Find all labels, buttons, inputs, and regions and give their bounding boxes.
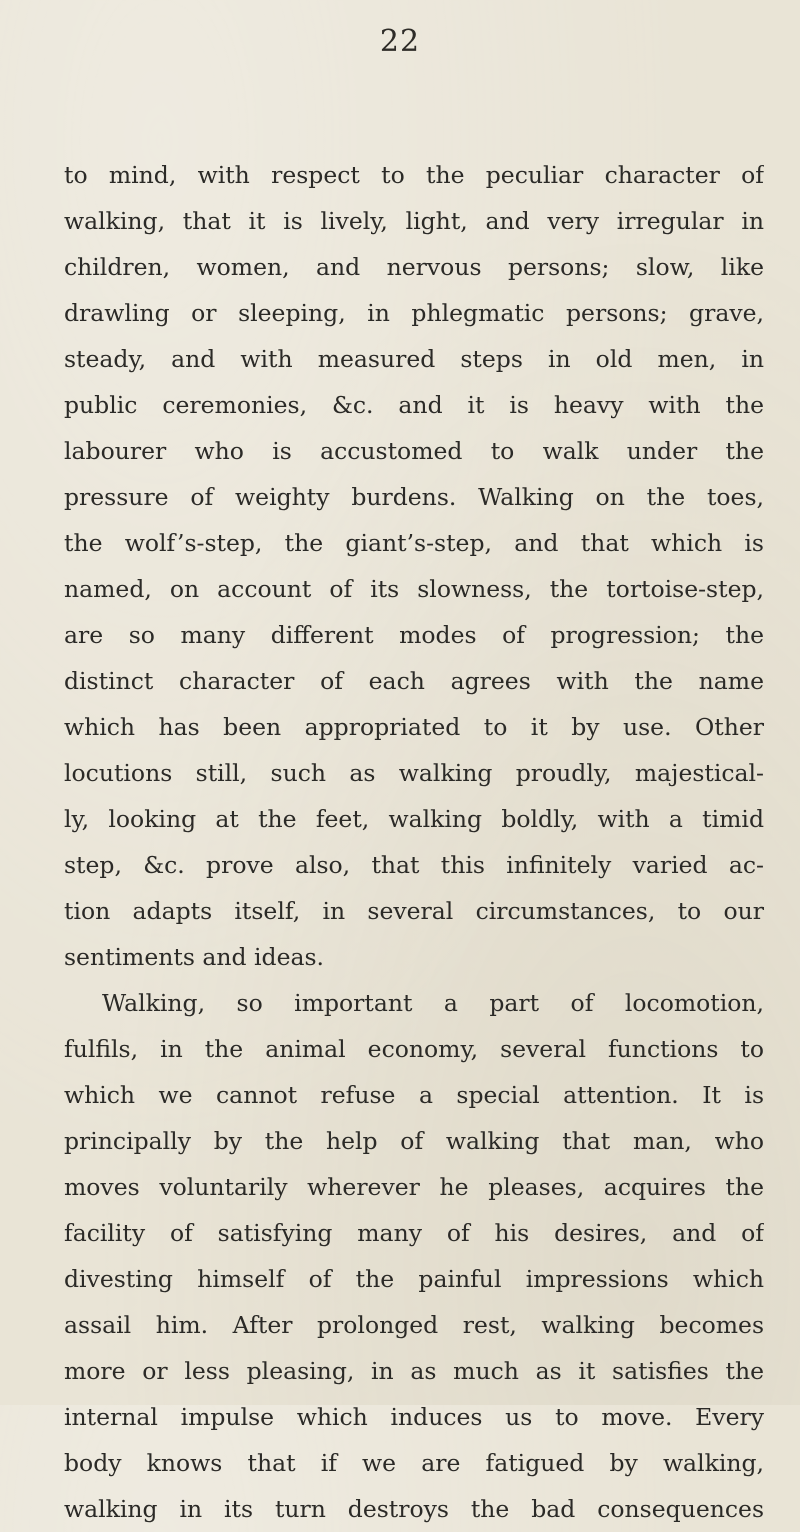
body-text [64,152,764,1532]
text-line-29: body knows that if we are fatigued by walking, [64,1449,764,1477]
text-line-10: named, on account of its slowness, the tortoise-step, [64,575,764,603]
text-line-24: facility of satisfying many of his desires, and of [64,1219,764,1247]
text-line-23: moves voluntarily wherever he pleases, acquires the [64,1173,764,1201]
text-line-11: are so many different modes of progression; the [64,621,764,649]
text-line-27: more or less pleasing, in as much as it satisfies the [64,1357,764,1385]
text-line-21: which we cannot refuse a special attention. It is [64,1081,764,1109]
page-number: 22 [379,24,421,59]
text-line-19: Walking, so important a part of locomotion, [102,989,764,1017]
text-line-6: public ceremonies, &c. and it is heavy with the [64,391,764,419]
text-line-18: sentiments and ideas. [64,943,325,971]
text-line-12: distinct character of each agrees with the name [64,667,764,695]
text-line-4: drawling or sleeping, in phlegmatic persons; grave, [64,299,764,327]
text-line-20: fulfils, in the animal economy, several functions to [64,1035,764,1063]
text-line-13: which has been appropriated to it by use. Other [64,713,764,741]
text-line-26: assail him. After prolonged rest, walking becomes [64,1311,764,1339]
text-line-8: pressure of weighty burdens. Walking on the toes, [64,483,764,511]
text-line-5: steady, and with measured steps in old men, in [64,345,764,373]
text-line-30: walking in its turn destroys the bad consequences [64,1495,764,1523]
text-line-22: principally by the help of walking that man, who [64,1127,764,1155]
text-line-9: the wolf’s-step, the giant’s-step, and that which is [64,529,764,557]
text-line-17: tion adapts itself, in several circumstances, to our [64,897,764,925]
text-line-15: ly, looking at the feet, walking boldly, with a timid [64,805,764,833]
text-line-3: children, women, and nervous persons; slow, like [64,253,764,281]
text-line-28: internal impulse which induces us to move. Every [64,1403,764,1431]
text-line-14: locutions still, such as walking proudly, majestical- [64,759,764,787]
text-line-1: to mind, with respect to the peculiar character of [64,161,764,189]
text-line-25: divesting himself of the painful impressions which [64,1265,764,1293]
text-line-2: walking, that it is lively, light, and very irregular in [64,207,764,235]
text-line-16: step, &c. prove also, that this infinitely varied ac- [64,851,764,879]
text-line-7: labourer who is accustomed to walk under the [64,437,764,465]
